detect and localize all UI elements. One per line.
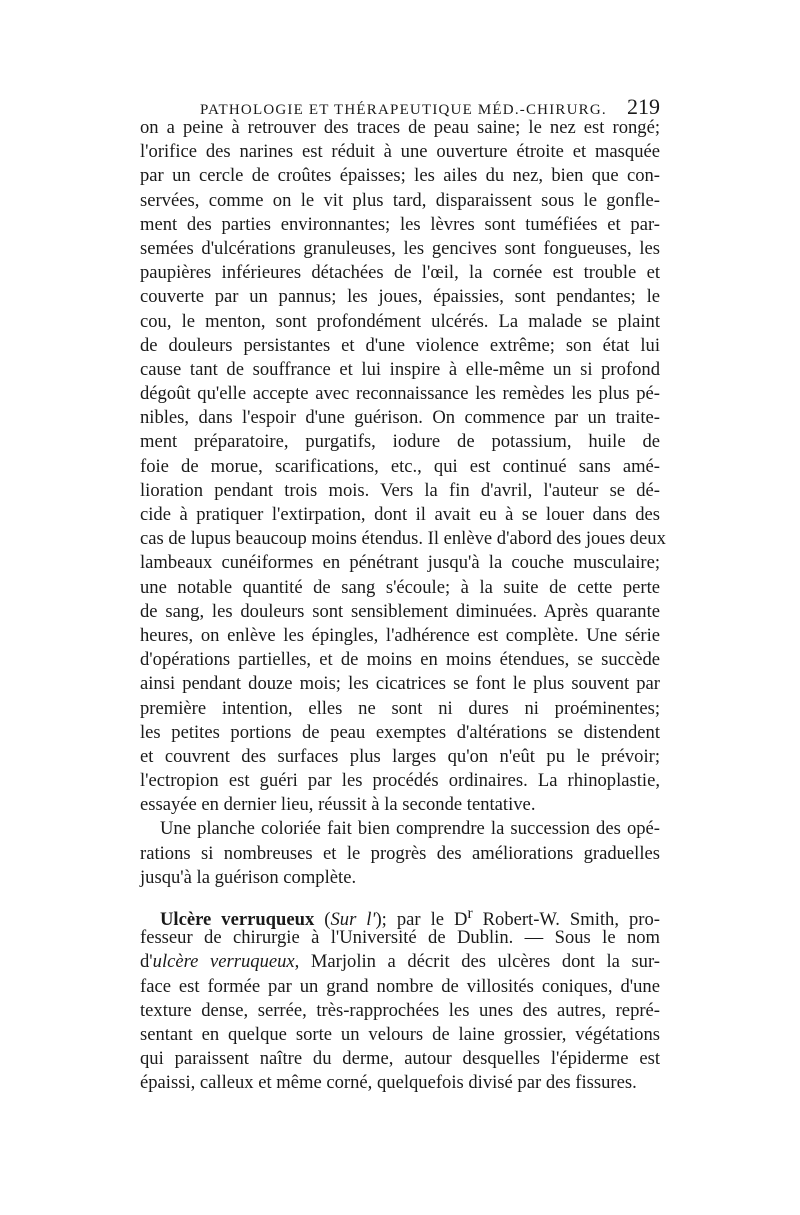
text-line: cou, le menton, sont profondément ulcérés. La malade se plaint <box>140 310 660 332</box>
text-line: cide à pratiquer l'extirpation, dont il avait eu à se louer dans des <box>140 504 660 525</box>
text-line: par un cercle de croûtes épaisses; les ailes du nez, bien que con- <box>140 165 660 187</box>
text-line: nibles, dans l'espoir d'une guérison. On commence par un traite- <box>140 407 660 429</box>
text-line: couverte par un pannus; les joues, épaissies, sont pendantes; le <box>140 286 660 308</box>
text-line: épaissi, calleux et même corné, quelquefois divisé par des fissures. <box>140 1072 637 1094</box>
text-line: on a peine à retrouver des traces de peau saine; le nez est rongé; <box>140 117 660 138</box>
text-line: semées d'ulcérations granuleuses, les gencives sont fongueuses, les <box>140 237 660 259</box>
article-author-intro: ); par le D <box>375 909 468 931</box>
text-line: paupières inférieures détachées de l'œil, la cornée est trouble et <box>140 262 660 284</box>
text-line: lambeaux cunéiformes en pénétrant jusqu'à la couche musculaire; <box>140 552 660 574</box>
body-text <box>140 116 666 1096</box>
italic-term: ulcère verruqueux <box>152 951 295 973</box>
text-line: rations si nombreuses et le progrès des améliorations graduelles <box>140 842 660 864</box>
text-line: d'opérations partielles, et de moins en moins étendues, se succède <box>140 649 660 671</box>
text-line: cause tant de souffrance et lui inspire à elle-même un si profond <box>140 358 660 380</box>
text-line: essayée en dernier lieu, réussit à la seconde tentative. <box>140 794 536 816</box>
text-line: face est formée par un grand nombre de villosités coniques, d'une <box>140 975 660 997</box>
text-line: texture dense, serrée, très-rapprochées les unes des autres, repré- <box>140 999 660 1021</box>
article-title-paren: ( <box>314 909 331 931</box>
text-line: foie de morue, scarifications, etc., qui est continué sans amé- <box>140 455 660 477</box>
doctor-abbrev-sup: r <box>467 905 473 922</box>
article-author: Robert-W. Smith, pro- <box>472 909 660 931</box>
text-line: servées, comme on le vit plus tard, disparaissent sous le gonfle- <box>140 189 660 211</box>
text-line: dégoût qu'elle accepte avec reconnaissance les remèdes les plus pé- <box>140 383 660 405</box>
text-line: d'ulcère verruqueux, Marjolin a décrit des ulcères dont la sur- <box>140 951 660 973</box>
paragraph-plate-note <box>140 817 660 890</box>
article-verrucous-ulcer <box>140 902 660 1096</box>
text-line: Une planche coloriée fait bien comprendre la succession des opé- <box>160 818 660 840</box>
text-line: l'ectropion est guéri par les procédés ordinaires. La rhinoplastie, <box>140 770 660 792</box>
text-line: et couvrent des surfaces plus larges qu'on n'eût pu le prévoir; <box>140 745 660 767</box>
text-line: qui paraissent naître du derme, autour desquelles l'épiderme est <box>140 1048 660 1070</box>
text-line: jusqu'à la guérison complète. <box>140 866 357 888</box>
text-line: de sang, les douleurs sont sensiblement diminuées. Après quarante <box>140 600 660 622</box>
text-line: ment des parties environnantes; les lèvres sont tuméfiées et par- <box>140 213 660 235</box>
text-line: cas de lupus beaucoup moins étendus. Il enlève d'abord des joues deux <box>140 528 666 550</box>
text-line: une notable quantité de sang s'écoule; à la suite de cette perte <box>140 576 660 598</box>
text-line: de douleurs persistantes et d'une violence extrême; son état lui <box>140 334 660 356</box>
text-line: les petites portions de peau exemptes d'altérations se distendent <box>140 721 660 743</box>
paragraph-case-report <box>140 116 666 817</box>
text-line: sentant en quelque sorte un velours de laine grossier, végétations <box>140 1023 660 1045</box>
article-sur: Sur l' <box>330 909 376 931</box>
paragraph-gap <box>140 890 660 902</box>
text-line: l'orifice des narines est réduit à une ouverture étroite et masquée <box>140 141 660 163</box>
article-title: Ulcère verruqueux <box>160 909 315 931</box>
text-line: première intention, elles ne sont ni dures ni proéminentes; <box>140 697 660 719</box>
text-line: ment préparatoire, purgatifs, iodure de potassium, huile de <box>140 431 660 453</box>
text-line: ainsi pendant douze mois; les cicatrices se font le plus souvent par <box>140 673 660 695</box>
article-title-line <box>140 902 660 931</box>
page-number: 219 <box>627 94 660 119</box>
running-head: PATHOLOGIE ET THÉRAPEUTIQUE MÉD.-CHIRURG. <box>200 102 607 118</box>
text-line: lioration pendant trois mois. Vers la fin d'avril, l'auteur se dé- <box>140 479 660 501</box>
text-line: heures, on enlève les épingles, l'adhérence est complète. Une série <box>140 624 660 646</box>
text-line: fesseur de chirurgie à l'Université de Dublin. — Sous le nom <box>140 927 660 949</box>
